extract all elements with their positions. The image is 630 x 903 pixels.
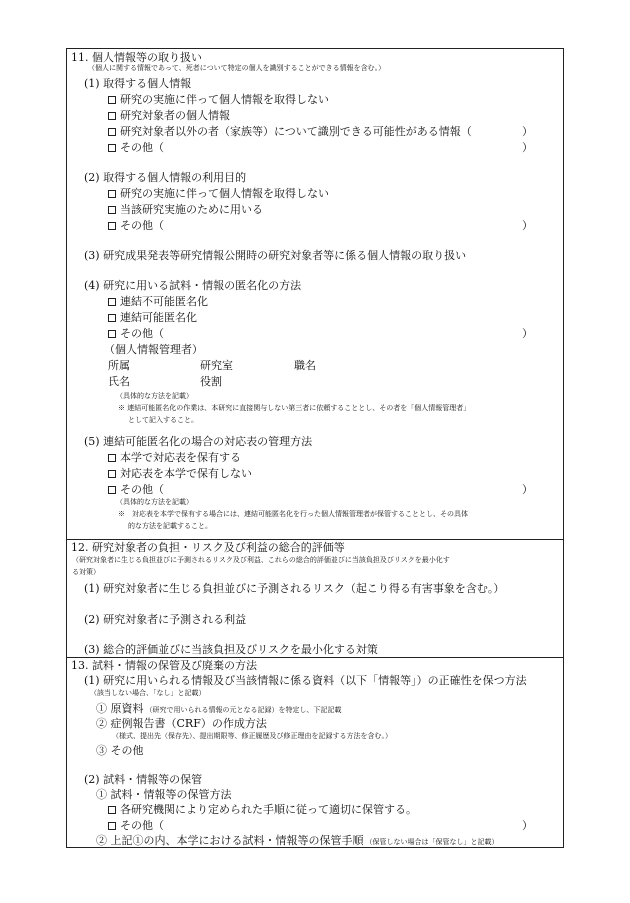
checkbox[interactable] (108, 806, 116, 814)
name-label: 氏名 (108, 375, 130, 388)
checkbox[interactable] (108, 298, 116, 306)
s12-q1-label: (1) 研究対象者に生じる負担並びに予測されるリスク（起こり得る有害事象を含む。） (84, 582, 505, 595)
paren-close: ） (522, 125, 533, 138)
s11-q4-opt1[interactable]: 連結不可能匿名化 (108, 296, 208, 307)
section-12-note-cont: る対策） (72, 568, 100, 576)
s11-q2-opt1[interactable]: 研究の実施に伴って個人情報を取得しない (108, 188, 329, 199)
s11-q4-label: (4) 研究に用いる試料・情報の匿名化の方法 (84, 279, 302, 292)
checkbox[interactable] (108, 330, 116, 338)
checkbox[interactable] (108, 486, 116, 494)
paren-close: ） (522, 327, 533, 340)
s13-q2-item1: ① 試料・情報等の保管方法 (96, 788, 232, 801)
s11-q5-opt3[interactable]: その他（ (108, 484, 164, 495)
s11-q1-opt1[interactable]: 研究の実施に伴って個人情報を取得しない (108, 94, 329, 105)
section-divider (67, 539, 563, 540)
s11-q2-opt3[interactable]: その他（ (108, 220, 164, 231)
s11-q5-label: (5) 連結可能匿名化の場合の対応表の管理方法 (84, 435, 313, 448)
checkbox[interactable] (108, 190, 116, 198)
checkbox[interactable] (108, 470, 116, 478)
s13-q1-item3: ③ その他 (96, 744, 144, 757)
section-11-title: 11. 個人情報等の取り扱い (71, 51, 202, 64)
s11-q2-label: (2) 取得する個人情報の利用目的 (84, 171, 247, 184)
s12-q3-label: (3) 総合的評価並びに当該負担及びリスクを最小化する対策 (84, 643, 378, 656)
paren-close: ） (522, 219, 533, 232)
checkbox[interactable] (108, 222, 116, 230)
s11-q1-opt3[interactable]: 研究対象者以外の者（家族等）について識別できる可能性がある情報（ (108, 126, 472, 137)
s12-q2-label: (2) 研究対象者に予測される利益 (84, 613, 247, 626)
paren-close: ） (522, 483, 533, 496)
s13-q2-label: (2) 試料・情報等の保管 (84, 773, 203, 786)
checkbox[interactable] (108, 128, 116, 136)
section-divider (67, 657, 563, 658)
star-note-cont: 的な方法を記載すること。 (128, 522, 212, 530)
lab-label: 研究室 (200, 359, 233, 372)
checkbox[interactable] (108, 454, 116, 462)
star-note: ※ 対応表を本学で保有する場合には、連結可能匿名化を行った個人情報管理者が保管することとし、その具体 (118, 510, 468, 518)
s13-q2-opt1[interactable]: 各研究機関により定められた手順に従って適切に保管する。 (108, 804, 417, 815)
s13-q1-item2: ② 症例報告書（CRF）の作成方法 (96, 717, 267, 730)
s13-q2-opt2[interactable]: その他（ (108, 820, 164, 831)
s13-q2-item2: ② 上記①の内、本学における試料・情報等の保管手順 （保管しない場合は「保管なし」と記載） (96, 834, 499, 847)
star-note: ※ 連結可能匿名化の作業は、本研究に直接関与しない第三者に依頼することとし、その者を「個人情報管理者」 (118, 404, 471, 412)
method-note: （具体的な方法を記載） (116, 392, 193, 400)
paren-close: ） (522, 141, 533, 154)
s13-q1-item2-note: （様式、提出先（保存先）、提出期限等、修正履歴及び修正理由を記録する方法を含む。） (112, 732, 392, 740)
s11-q1-opt4[interactable]: その他（ (108, 142, 164, 153)
section-13-title: 13. 試料・情報の保管及び廃棄の方法 (71, 659, 257, 672)
checkbox[interactable] (108, 314, 116, 322)
section-11-note: （個人に関する情報であって、死者について特定の個人を識別することができる情報を含む。） (88, 64, 386, 72)
checkbox[interactable] (108, 112, 116, 120)
s11-q1-opt2[interactable]: 研究対象者の個人情報 (108, 110, 230, 121)
checkbox[interactable] (108, 206, 116, 214)
manager-head: （個人情報管理者） (104, 343, 203, 356)
s11-q4-opt2[interactable]: 連結可能匿名化 (108, 312, 197, 323)
affil-label: 所属 (108, 359, 130, 372)
s11-q2-opt2[interactable]: 当該研究実施のために用いる (108, 204, 263, 215)
checkbox[interactable] (108, 96, 116, 104)
s11-q4-opt3[interactable]: その他（ (108, 328, 164, 339)
position-label: 職名 (294, 359, 316, 372)
checkbox[interactable] (108, 144, 116, 152)
s11-q5-opt1[interactable]: 本学で対応表を保有する (108, 452, 241, 463)
s11-q3-label: (3) 研究成果発表等研究情報公開時の研究対象者等に係る個人情報の取り扱い (84, 249, 467, 262)
star-note-cont: として記入すること。 (128, 416, 198, 424)
checkbox[interactable] (108, 822, 116, 830)
section-12-title: 12. 研究対象者の負担・リスク及び利益の総合的評価等 (71, 541, 345, 554)
paren-close: ） (522, 819, 533, 832)
role-label: 役割 (200, 375, 222, 388)
s13-q1-note: （該当しない場合、「なし」と記載） (90, 689, 206, 697)
s11-q5-opt2[interactable]: 対応表を本学で保有しない (108, 468, 252, 479)
s11-q1-label: (1) 取得する個人情報 (84, 77, 192, 90)
s13-q1-label: (1) 研究に用いられる情報及び当該情報に係る資料（以下「情報等」）の正確性を保つ方法 (84, 674, 527, 687)
s13-q1-item1: ① 原資料 （研究で用いられる情報の元となる記録）を特定し、下記記載 (96, 702, 342, 715)
section-12-note: （研究対象者に生じる負担並びに予測されるリスク及び利益、これらの総合的評価並びに当該負担及びリスクを最小化す (72, 556, 450, 564)
method-note: （具体的な方法を記載） (116, 498, 193, 506)
